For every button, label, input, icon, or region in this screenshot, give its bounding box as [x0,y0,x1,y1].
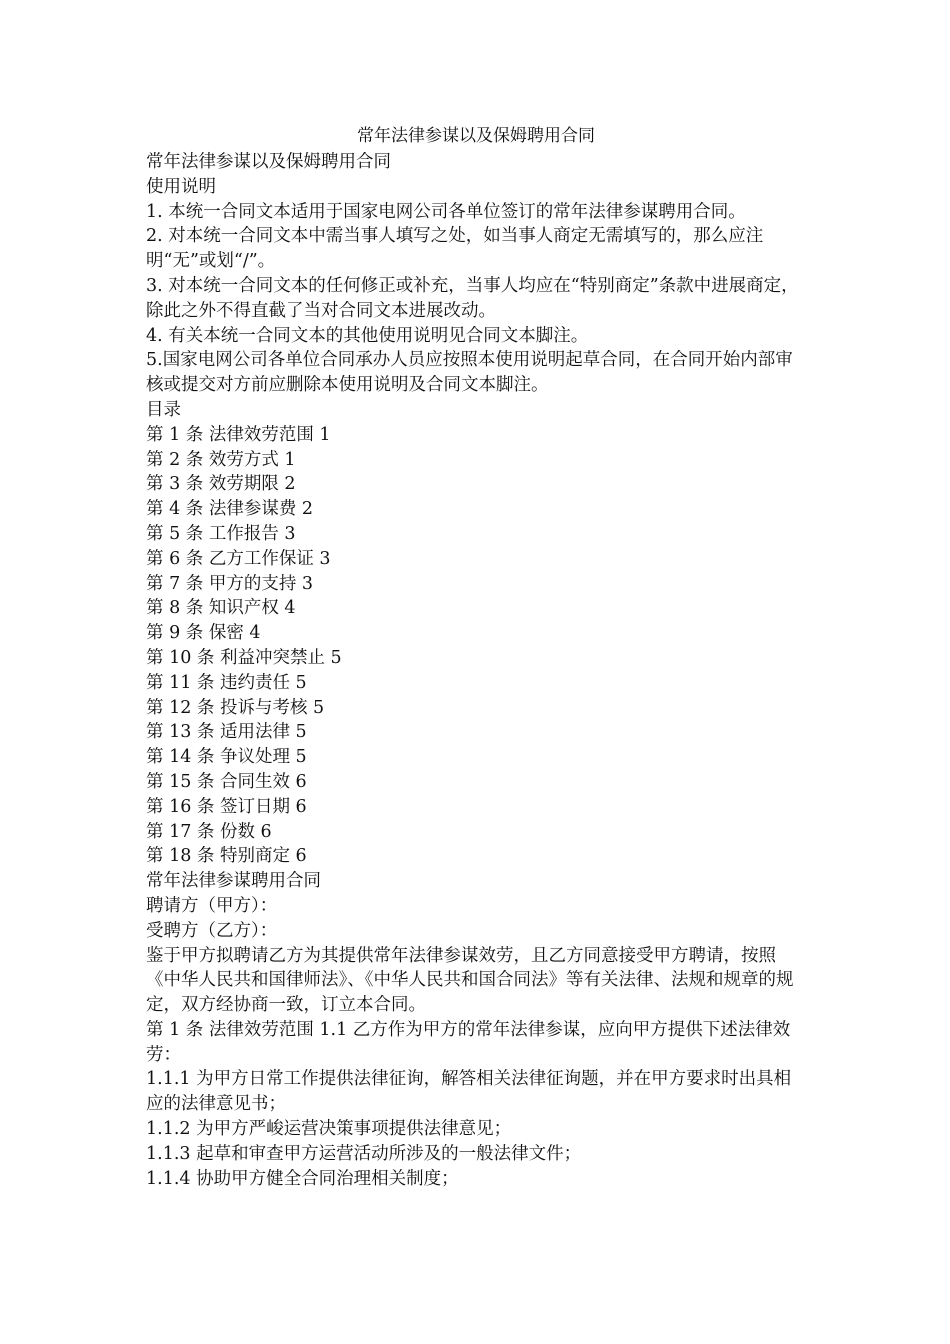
paragraph: 使用说明 [146,176,216,197]
paragraph: 1.1.2 为甲方严峻运营决策事项提供法律意见； [146,1119,512,1140]
paragraph: 第 2 条 效劳方式 1 [146,449,296,470]
paragraph: 第 15 条 合同生效 6 [146,771,307,792]
paragraph: 第 14 条 争议处理 5 [146,747,307,768]
paragraph: 第 16 条 签订日期 6 [146,796,307,817]
paragraph: 4. 有关本统一合同文本的其他使用说明见合同文本脚注。 [146,325,589,346]
paragraph: 第 6 条 乙方工作保证 3 [146,548,331,569]
paragraph: 第 12 条 投诉与考核 5 [146,697,325,718]
paragraph: 1. 本统一合同文本适用于国家电网公司各单位签订的常年法律参谋聘用合同。 [146,201,746,222]
paragraph: 第 1 条 法律效劳范围 1.1 乙方作为甲方的常年法律参谋，应向甲方提供下述法律效劳： [146,1019,791,1065]
paragraph: 目录 [146,399,181,420]
paragraph: 第 17 条 份数 6 [146,821,272,842]
paragraph: 第 1 条 法律效劳范围 1 [146,424,331,445]
paragraph: 第 4 条 法律参谋费 2 [146,499,314,520]
paragraph: 第 9 条 保密 4 [146,623,261,644]
paragraph: 2. 对本统一合同文本中需当事人填写之处，如当事人商定无需填写的，那么应注明“无”或划“/”。 [146,226,764,272]
paragraph: 第 18 条 特别商定 6 [146,846,307,867]
paragraph: 受聘方（乙方）： [146,920,278,941]
document-page [146,124,806,1191]
paragraph: 1.1.1 为甲方日常工作提供法律征询，解答相关法律征询题，并在甲方要求时出具相应的法律意见书； [146,1069,792,1115]
paragraph: 第 5 条 工作报告 3 [146,523,296,544]
paragraph: 第 3 条 效劳期限 2 [146,474,296,495]
paragraph: 鉴于甲方拟聘请乙方为其提供常年法律参谋效劳，且乙方同意接受甲方聘请，按照《中华人民共和国律师法》、《中华人民共和国合同法》等有关法律、法规和规章的规定，双方经协商一致，订立本合同。 [146,945,794,1016]
document-title: 常年法律参谋以及保姆聘用合同 [357,126,595,146]
document-body [146,150,806,1191]
paragraph: 第 10 条 利益冲突禁止 5 [146,647,342,668]
paragraph: 3. 对本统一合同文本的任何修正或补充，当事人均应在“特别商定”条款中进展商定，除此之外不得直截了当对合同文本进展改动。 [146,275,799,321]
paragraph: 第 11 条 违约责任 5 [146,672,307,693]
paragraph: 聘请方（甲方）： [146,895,278,916]
paragraph: 第 7 条 甲方的支持 3 [146,573,314,594]
paragraph: 常年法律参谋聘用合同 [146,871,321,892]
paragraph: 第 8 条 知识产权 4 [146,598,296,619]
paragraph: 第 13 条 适用法律 5 [146,722,307,743]
paragraph: 1.1.4 协助甲方健全合同治理相关制度； [146,1168,459,1189]
paragraph: 常年法律参谋以及保姆聘用合同 [146,152,391,172]
paragraph: 1.1.3 起草和审查甲方运营活动所涉及的一般法律文件； [146,1143,582,1164]
paragraph: 5.国家电网公司各单位合同承办人员应按照本使用说明起草合同，在合同开始内部审核或提交对方前应删除本使用说明及合同文本脚注。 [146,350,793,396]
